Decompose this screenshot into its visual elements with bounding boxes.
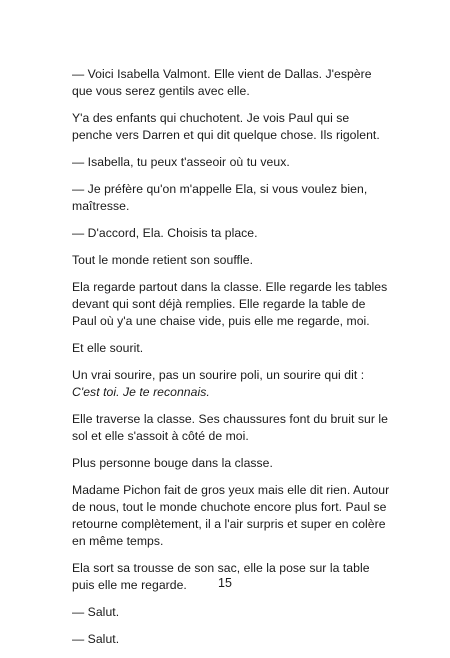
paragraph-2: Y'a des enfants qui chuchotent. Je vois Paul qui se penche vers Darren et qui dit quelque chose. Ils rigolent. xyxy=(72,111,380,142)
paragraph-4: — Je préfère qu'on m'appelle Ela, si vous voulez bien, maîtresse. xyxy=(72,182,368,213)
paragraph-6: Tout le monde retient son souffle. xyxy=(72,253,254,267)
paragraph-5: — D'accord, Ela. Choisis ta place. xyxy=(72,226,258,240)
page-body xyxy=(72,66,392,658)
quote-italic: C'est toi. Je te reconnais. xyxy=(72,385,210,399)
page-number: 15 xyxy=(218,576,232,590)
paragraph-15: — Salut. xyxy=(72,632,120,646)
paragraph-14: — Salut. xyxy=(72,605,120,619)
paragraph-1: — Voici Isabella Valmont. Elle vient de Dallas. J'espère que vous serez gentils avec elle. xyxy=(72,67,372,98)
paragraph-8: Et elle sourit. xyxy=(72,341,144,355)
paragraph-3: — Isabella, tu peux t'asseoir où tu veux. xyxy=(72,155,290,169)
paragraph-7: Ela regarde partout dans la classe. Elle regarde les tables devant qui sont déjà remplies. Elle regarde la table de Paul où y'a une chaise vide, puis elle me regarde, moi. xyxy=(72,280,388,328)
paragraph-10: Elle traverse la classe. Ses chaussures font du bruit sur le sol et elle s'assoit à côté de moi. xyxy=(72,412,388,443)
paragraph-13: Ela sort sa trousse de son sac, elle la pose sur la table puis elle me regarde. xyxy=(72,561,370,592)
paragraph-quote xyxy=(72,367,392,401)
paragraph-12: Madame Pichon fait de gros yeux mais elle dit rien. Autour de nous, tout le monde chuchote encore plus fort. Paul se retourne complètement, il a l'air surpris et super en colère en même temps. xyxy=(72,483,390,548)
paragraph-11: Plus personne bouge dans la classe. xyxy=(72,456,273,470)
quote-text: Un vrai sourire, pas un sourire poli, un sourire qui dit : xyxy=(72,368,365,382)
